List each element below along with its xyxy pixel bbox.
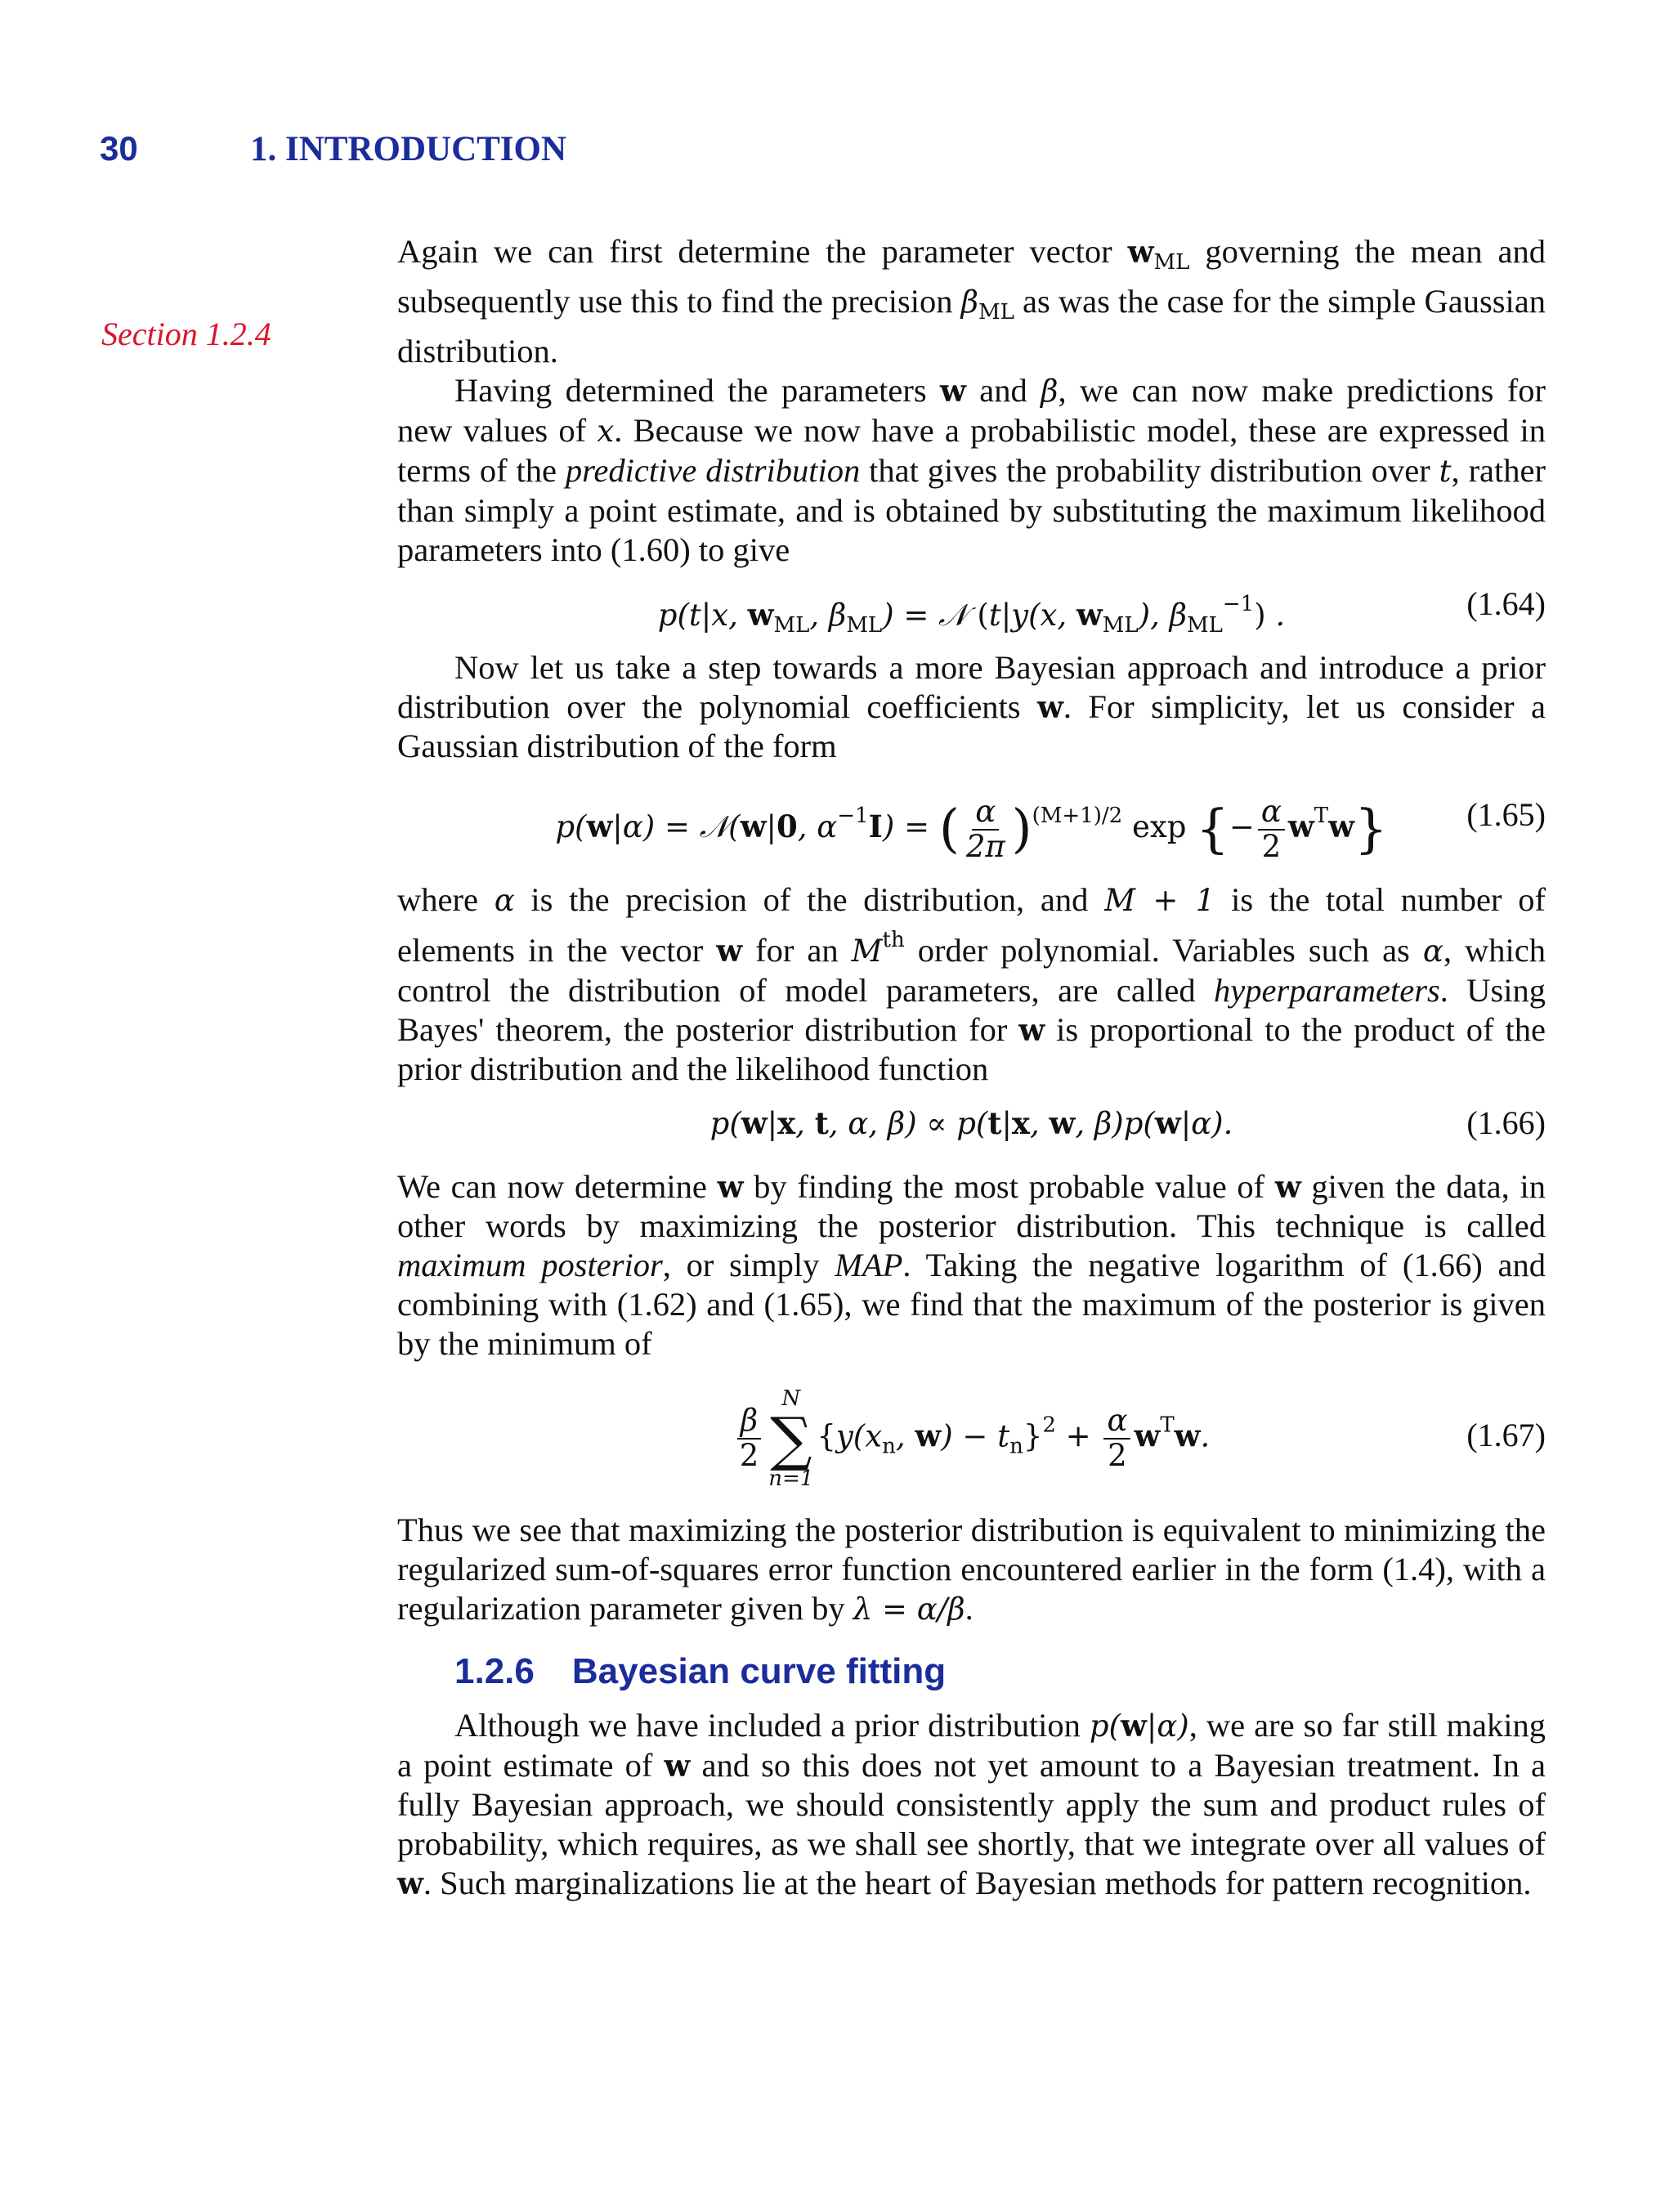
math-w-ml: $w_{ML}$ [1127, 234, 1190, 275]
equation-number: (1.67) [1466, 1417, 1546, 1453]
paragraph-6: Thus we see that maximizing the posterior distribution is equivalent to minimizing the regularized sum-of-squares error function encountered earlier in the form (1.4), with a regularization parameter given by λ = α/β. [397, 1511, 1546, 1627]
section-title-text: Bayesian curve fitting [571, 1651, 947, 1691]
paragraph-5: We can now determine w by finding the most probable value of w given the data, in other words by maximizing the posterior distribution. This technique is called maximum posterior, or simply MAP. Taking the negative logarithm of (1.66) and combining with (1.62) and (1.65), we find that the maximum of the posterior is given by the minimum of [397, 1168, 1546, 1362]
math-w: w [940, 373, 966, 409]
margin-note-section-link[interactable]: Section 1.2.4 [101, 316, 271, 352]
math-beta: β [1041, 374, 1059, 409]
equation-1-67-expression: $\frac{\beta}{2}$ N ∑ n=1 {$y(x_n$, $w) - t_n\}^2$ + $\frac{\alpha}{2}$ $w^Tw$. [397, 1388, 1546, 1489]
running-header [0, 129, 1674, 178]
paragraph-4: where α is the precision of the distribution, and M + 1 is the total number of elements in the vector w for an Mth order polynomial. Variables such as α, which control the distribution of model parameters, are called hyperparameters. Using Bayes' theorem, the posterior distribution for w is proportional to the product of the prior distribution and the likelihood function [397, 881, 1546, 1087]
math-x: x [597, 414, 615, 449]
equation-1-67 [397, 1363, 1546, 1511]
paragraph-2: Having determined the parameters w and β, we can now make predictions for new values of x. Because we now have a probabilistic model, these are expressed in terms of the predictive distribution that gives the probability distribution over t, rather than simply a point estimate, and is obtained by substituting the maximum likelihood parameters into (1.60) to give [397, 372, 1546, 568]
equation-1-65 [397, 766, 1546, 880]
math-beta-ml: $\beta_{ML}$ [960, 284, 1014, 325]
equation-1-66-expression: p(w|x, t, α, β) ∝ p(t|x, w, β)p(w|α). [709, 1105, 1233, 1141]
equation-1-64-expression: p(t|x, $w_{ML}$, $\beta_{ML}$) = 𝒩 (t|y(x, $w_{ML}$), $\beta_{ML}^{-1}$) . [657, 592, 1286, 638]
section-heading [454, 1652, 1546, 1691]
equation-number: (1.66) [1466, 1104, 1546, 1141]
chapter-title: 1. INTRODUCTION [250, 130, 567, 168]
paragraph-7: Although we have included a prior distribution p(w|α), we are so far still making a point estimate of w and so this does not yet amount to a Bayesian treatment. In a fully Bayesian approach, we should consistently apply the sum and product rules of probability, which requires, as we shall see shortly, that we integrate over all values of w. Such marginalizations lie at the heart of Bayesian methods for pattern recognition. [397, 1707, 1546, 1901]
equation-1-65-expression: p(w|α) = 𝒩(w|0, $\alpha^{-1}I$) = ( $\frac{\alpha}{2\pi}$ )$^{(M+1)/2}$ exp {− $\frac{\alpha}{2}$ $w^Tw$} [555, 794, 1388, 864]
page-body [397, 232, 1546, 1903]
page-number: 30 [100, 129, 138, 168]
math-t: t [1439, 454, 1452, 489]
equation-number: (1.65) [1466, 796, 1546, 833]
equation-1-64 [397, 570, 1546, 648]
equation-number: (1.64) [1466, 585, 1546, 622]
paragraph-1: Again we can first determine the parameter vector $w_{ML}$ governing the mean and subsequently use this to find the precision $\beta_{ML}$ as was the case for the simple Gaussian distribution. [397, 233, 1546, 369]
paragraph-3: Now let us take a step towards a more Bayesian approach and introduce a prior distribution over the polynomial coefficients w. For simplicity, let us consider a Gaussian distribution of the form [397, 649, 1546, 764]
section-number: 1.2.6 [454, 1651, 535, 1691]
equation-1-66 [397, 1089, 1546, 1167]
